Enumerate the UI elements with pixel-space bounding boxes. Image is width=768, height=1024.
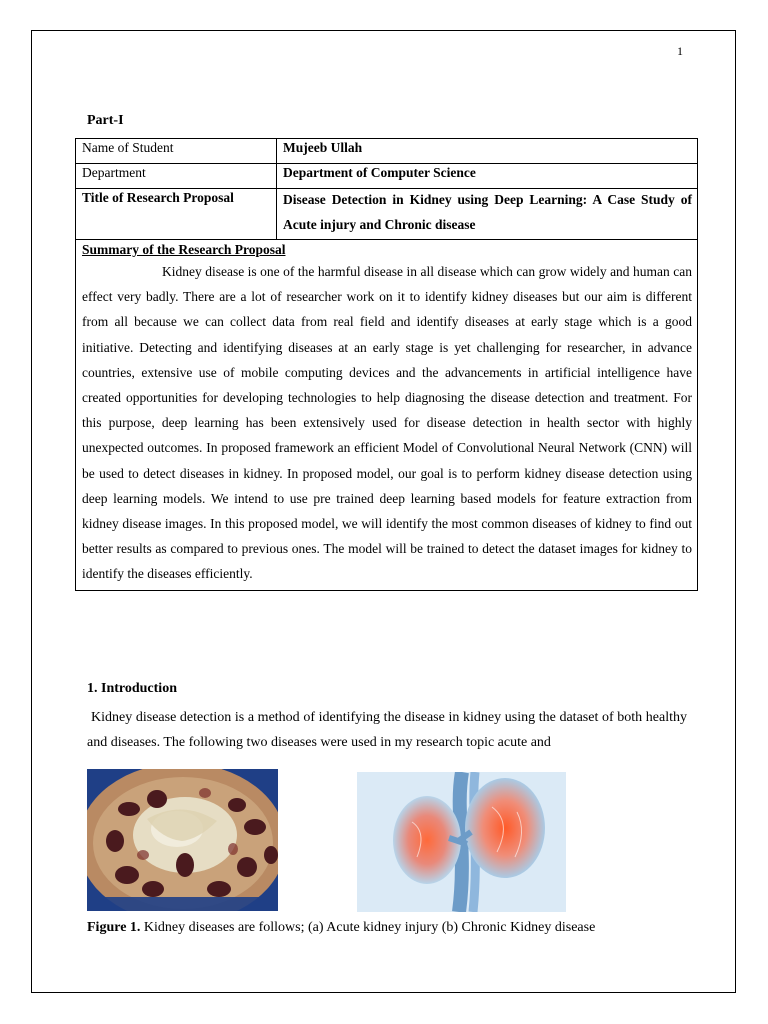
name-label: Name of Student	[76, 139, 277, 164]
summary-text: Kidney disease is one of the harmful disease in all disease which can grow widely and human can effect very badly. There are a lot of researcher work on it to identify kidney diseases but our aim is different from all because we can collect data from real field and identify diseases at early stage which is a good initiative. Detecting and identifying diseases at an early stage is yet challenging for researcher, in advance countries, extensive use of mobile computing devices and the advancements in artificial intelligence have created opportunities for developing technologies to help diagnosing the disease detection and treatment. For this purpose, deep learning has been extensively used for disease detection in health sector with highly unexpected outcomes. In proposed framework an efficient Model of Convolutional Neural Network (CNN) will be used to detect diseases in kidney. In proposed model, our goal is to perform kidney disease detection using deep learning models. We intend to use pre trained deep learning based models for feature extraction from kidney disease images. In this proposed model, we will identify the most common diseases of kidney to find out better results as compared to previous ones. The model will be trained to detect the dataset images for kidney to identify the diseases efficiently.	[82, 264, 692, 582]
table-row	[76, 164, 698, 189]
introduction-body	[87, 705, 687, 755]
title-label: Title of Research Proposal	[76, 189, 277, 240]
department-label: Department	[76, 164, 277, 189]
acute-kidney-image	[87, 769, 278, 911]
chronic-kidney-image	[357, 772, 566, 912]
page-number: 1	[677, 44, 683, 58]
proposal-info-table	[75, 138, 698, 591]
figure-label: Figure 1.	[87, 920, 141, 935]
table-row	[76, 240, 698, 591]
introduction-text: Kidney disease detection is a method of identifying the disease in kidney using the dataset of both healthy and diseases. The following two diseases were used in my research topic acute and	[87, 710, 687, 750]
name-value: Mujeeb Ullah	[277, 139, 698, 164]
title-value-cell	[277, 189, 698, 240]
summary-cell	[76, 240, 698, 591]
table-row	[76, 189, 698, 240]
part-heading: Part-I	[87, 113, 124, 128]
summary-heading: Summary of the Research Proposal	[82, 242, 286, 257]
figure-caption	[87, 920, 595, 936]
table-row	[76, 139, 698, 164]
figure-caption-text: Kidney diseases are follows; (a) Acute kidney injury (b) Chronic Kidney disease	[140, 920, 596, 935]
introduction-heading: 1. Introduction	[87, 681, 177, 696]
department-value: Department of Computer Science	[277, 164, 698, 189]
title-value: Disease Detection in Kidney using Deep Learning: A Case Study of Acute injury and Chronic disease	[283, 192, 692, 232]
